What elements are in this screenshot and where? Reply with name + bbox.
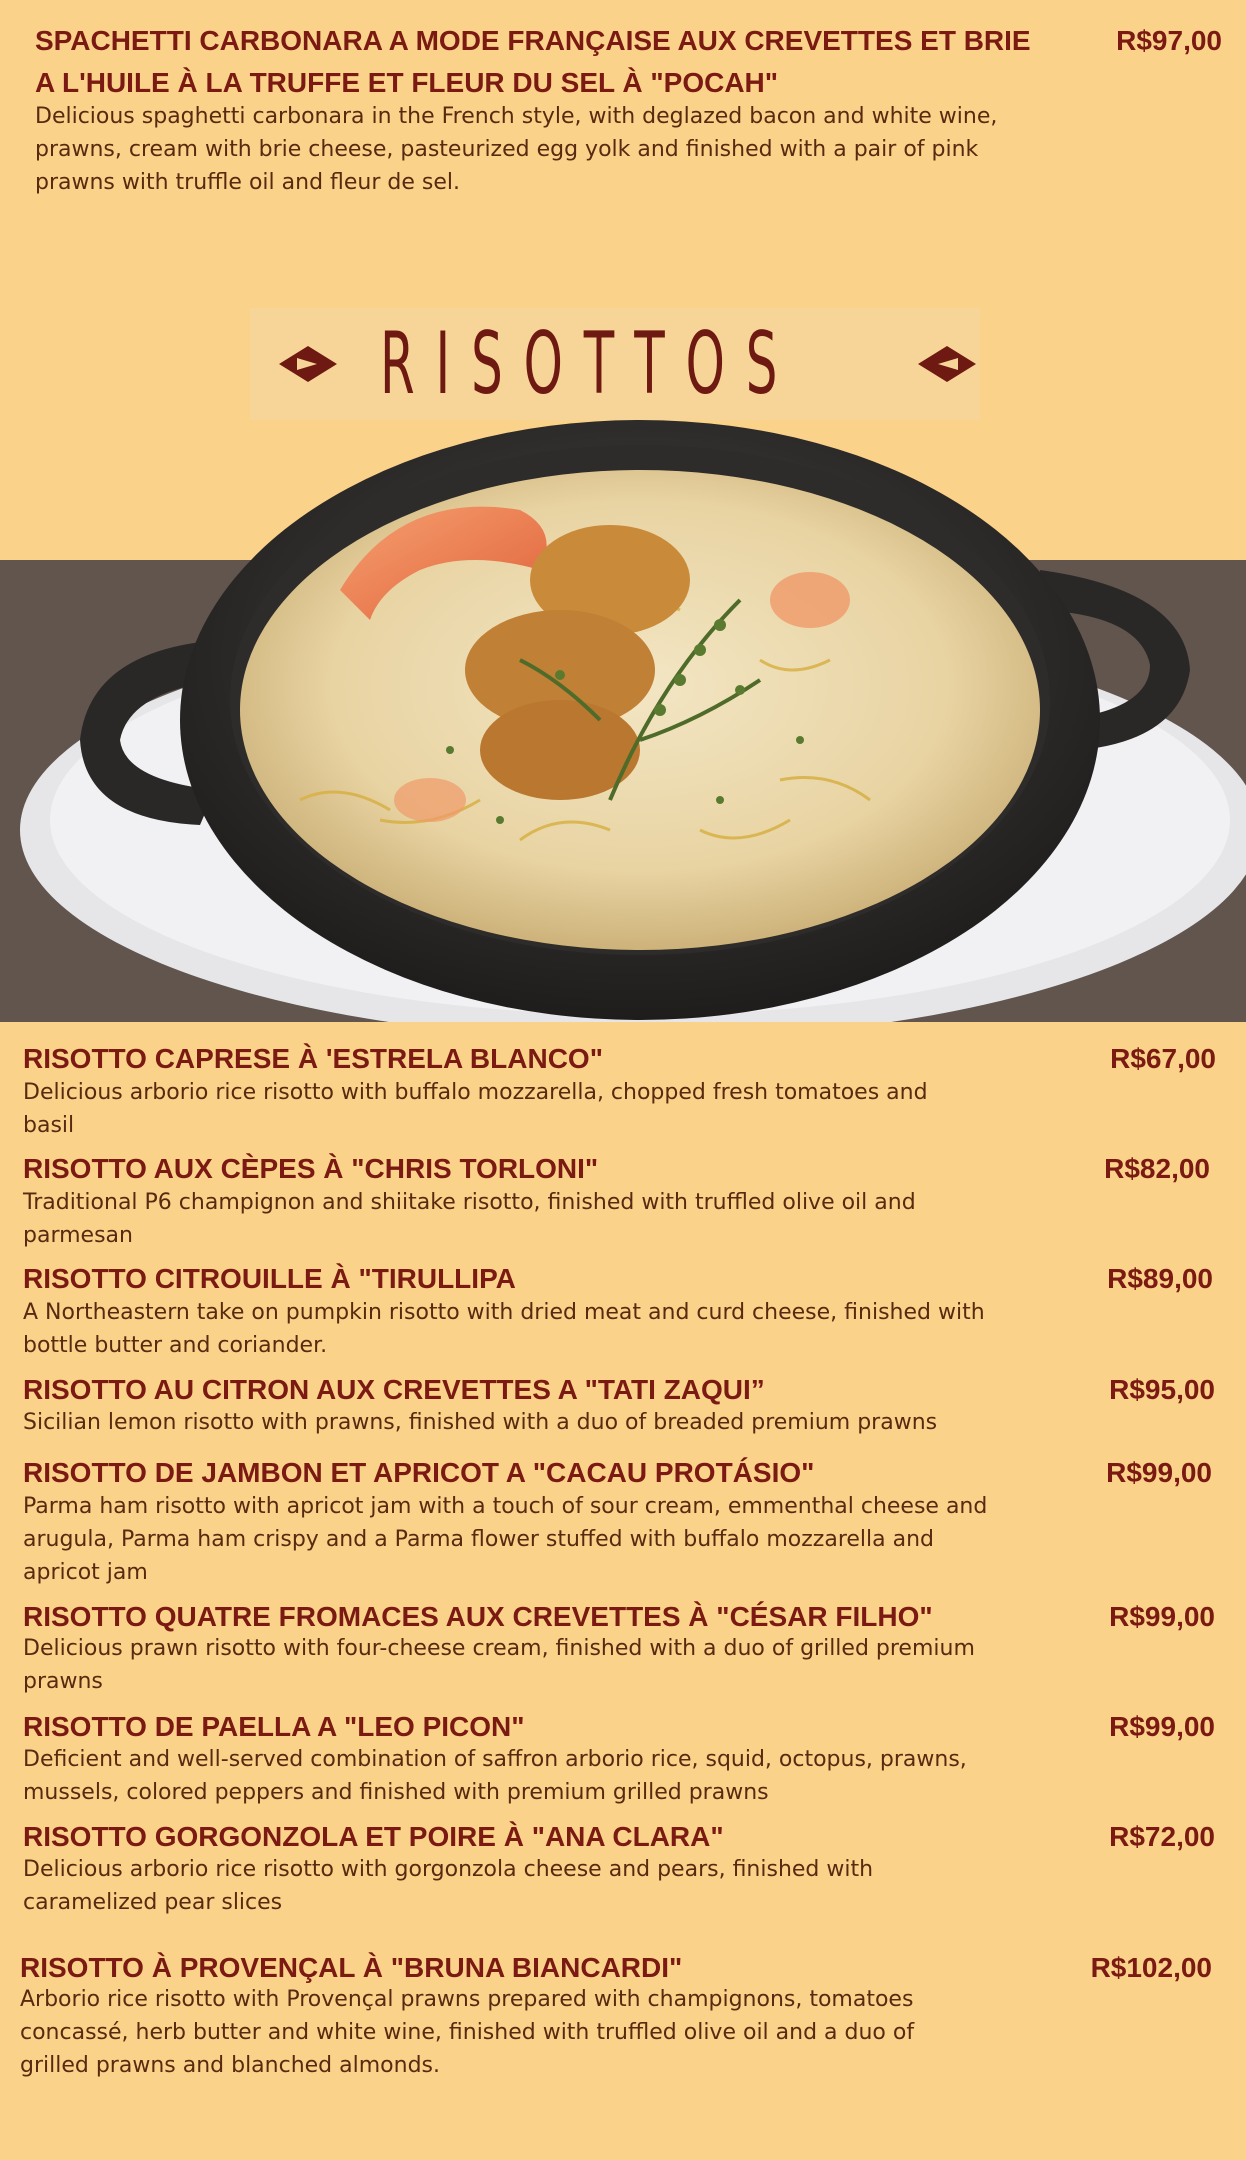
dish-price: R$82,00 — [1104, 1153, 1210, 1184]
risotto-with-shrimp-photo — [0, 420, 1246, 1022]
dish-description: Delicious prawn risotto with four-cheese cream, finished with a duo of grilled premium prawns — [23, 1636, 975, 1694]
dish-description: Sicilian lemon risotto with prawns, finished with a duo of breaded premium prawns — [23, 1410, 938, 1435]
dish-description: Arborio rice risotto with Provençal prawns prepared with champignons, tomatoes concassé, herb butter and white wine, finished with truffled olive oil and a duo of grilled prawns and blanched almonds. — [20, 1987, 915, 2078]
diamond-ornament-icon — [277, 344, 339, 384]
diamond-ornament-icon — [916, 344, 978, 384]
dish-price: R$97,00 — [1116, 25, 1222, 56]
dish-name: RISOTTO AU CITRON AUX CREVETTES A "TATI ZAQUI” — [23, 1374, 765, 1405]
dish-price: R$95,00 — [1109, 1374, 1215, 1405]
dish-name: RISOTTO DE PAELLA A "LEO PICON" — [23, 1711, 525, 1742]
dish-name: RISOTTO GORGONZOLA ET POIRE À "ANA CLARA" — [23, 1821, 724, 1852]
dish-name: RISOTTO AUX CÈPES À "CHRIS TORLONI" — [23, 1153, 599, 1184]
dish-description: Traditional P6 champignon and shiitake risotto, finished with truffled olive oil and parmesan — [23, 1190, 916, 1248]
dish-description: Parma ham risotto with apricot jam with a touch of sour cream, emmenthal cheese and arugula, Parma ham crispy and a Parma flower stuffed with buffalo mozzarella and apricot jam — [23, 1494, 988, 1585]
dish-name: RISOTTO QUATRE FROMACES AUX CREVETTES À "CÉSAR FILHO" — [23, 1601, 933, 1632]
dish-description: Delicious arborio rice risotto with gorgonzola cheese and pears, finished with caramelized pear slices — [23, 1857, 874, 1915]
dish-description: A Northeastern take on pumpkin risotto with dried meat and curd cheese, finished with bottle butter and coriander. — [23, 1300, 985, 1358]
dish-description: Delicious arborio rice risotto with buffalo mozzarella, chopped fresh tomatoes and basil — [23, 1080, 928, 1138]
section-title: RISOTTOS — [380, 314, 799, 414]
dish-price: R$99,00 — [1106, 1457, 1212, 1488]
dish-name: SPACHETTI CARBONARA A MODE FRANÇAISE AUX CREVETTES ET BRIE A L'HUILE À LA TRUFFE ET FLEUR DU SEL À "POCAH" — [35, 25, 1031, 98]
dish-price: R$102,00 — [1090, 1952, 1212, 1983]
dish-price: R$99,00 — [1109, 1601, 1215, 1632]
dish-price: R$99,00 — [1109, 1711, 1215, 1742]
dish-name: RISOTTO DE JAMBON ET APRICOT A "CACAU PROTÁSIO" — [23, 1457, 815, 1488]
dish-name: RISOTTO CITROUILLE À "TIRULLIPA — [23, 1263, 516, 1294]
dish-price: R$67,00 — [1110, 1043, 1216, 1074]
dish-price: R$72,00 — [1109, 1821, 1215, 1852]
dish-description: Deficient and well-served combination of saffron arborio rice, squid, octopus, prawns, mussels, colored peppers and finished with premium grilled prawns — [23, 1747, 967, 1805]
dish-description: Delicious spaghetti carbonara in the French style, with deglazed bacon and white wine, prawns, cream with brie cheese, pasteurized egg yolk and finished with a pair of pink prawns with truffle oil and fleur de sel. — [35, 104, 998, 195]
dish-name: RISOTTO À PROVENÇAL À "BRUNA BIANCARDI" — [20, 1952, 683, 1983]
dish-name: RISOTTO CAPRESE À 'ESTRELA BLANCO" — [23, 1043, 603, 1074]
dish-price: R$89,00 — [1107, 1263, 1213, 1294]
